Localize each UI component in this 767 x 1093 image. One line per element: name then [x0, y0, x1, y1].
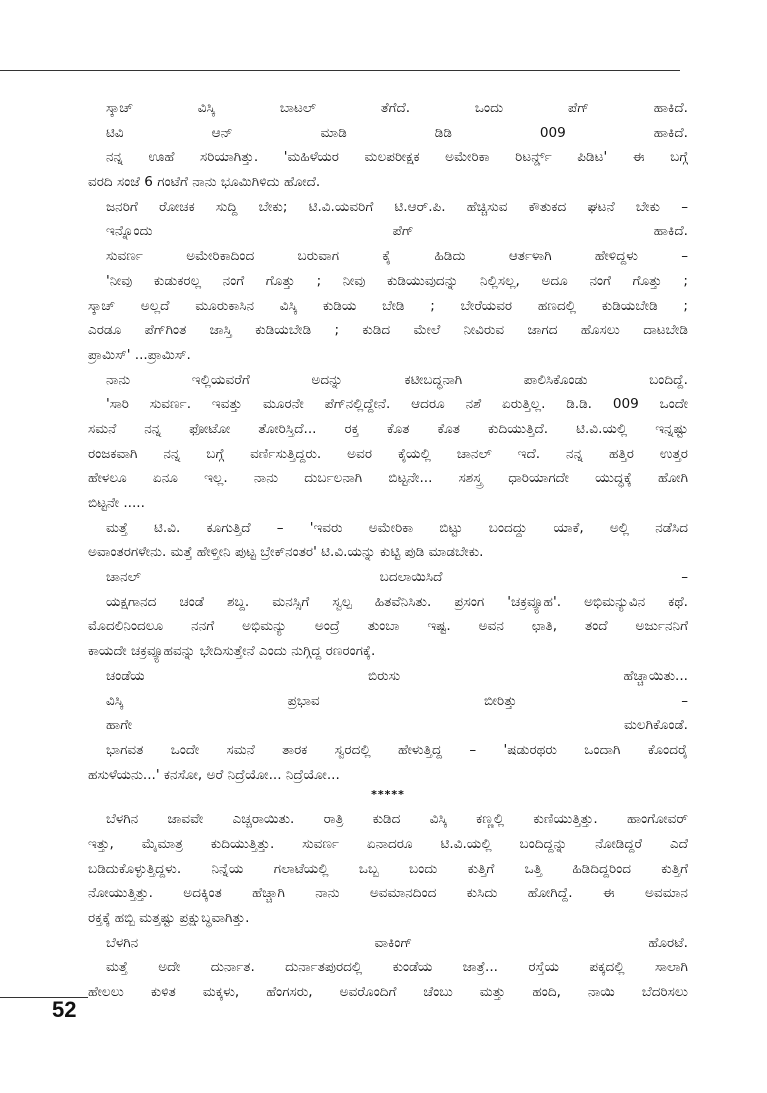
text-line: ಹಸುಳೆಯನು...' ಕನಸೋ, ಅರೆ ನಿದ್ರೆಯೋ... ನಿದ್ರೆಯೋ... — [88, 766, 340, 783]
text-line: ಹೇಳಲೂ ಏನೂ ಇಲ್ಲ. ನಾನು ದುರ್ಬಲನಾಗಿ ಬಿಟ್ಟನೇ... ಸಶಸ್ತ್ರ ಧಾರಿಯಾಗದೇ ಯುದ್ಧಕ್ಕೆ ಹೋಗಿ — [88, 470, 688, 487]
text-line: ರಂಜಕವಾಗಿ ನನ್ನ ಬಗ್ಗೆ ವರ್ಣಿಸುತ್ತಿದ್ದರು. ಅವರ ಕೈಯಲ್ಲಿ ಚಾನಲ್ ಇದೆ. ನನ್ನ ಹತ್ತಿರ ಉತ್ತರ — [88, 445, 688, 462]
text-line: ನನ್ನ ಊಹೆ ಸರಿಯಾಗಿತ್ತು. 'ಮಹಿಳೆಯರ ಮಲಪರೀಕ್ಷಕ ಅಮೇರಿಕಾ ರಿಟರ್ನ್ಡ್ ಪಿಡಿಟ' ಈ ಬಗ್ಗೆ — [106, 149, 688, 166]
top-rule — [0, 70, 680, 71]
text-line: ಭಾಗವತ ಒಂದೇ ಸಮನೆ ತಾರಕ ಸ್ವರದಲ್ಲಿ ಹೇಳುತ್ತಿದ್ದ – 'ಷಡುರಥರು ಒಂದಾಗಿ ಕೊಂದರೈ — [106, 741, 688, 758]
text-line: ಇತ್ತು, ಮೈಮಾತ್ರ ಕುದಿಯುತ್ತಿತ್ತು. ಸುವರ್ಣ ಏನಾದರೂ ಟಿ.ವಿ.ಯಲ್ಲಿ ಬಂದಿದ್ದನ್ನು ನೋಡಿದ್ದರೆ ಎದೆ — [88, 835, 688, 852]
text-line: ಮೊದಲಿನಿಂದಲೂ ನನಗೆ ಅಭಿಮನ್ಯು ಅಂದ್ರೆ ತುಂಬಾ ಇಷ್ಟ. ಅವನ ಛಾತಿ, ತಂದೆ ಅರ್ಜುನನಿಗೆ — [88, 618, 688, 635]
text-line: ರಕ್ತಕ್ಕೆ ಹಬ್ಬಿ ಮತ್ತಷ್ಟು ಪ್ರಕ್ಷುಬ್ಧವಾಗಿತ್ತು. — [88, 910, 250, 926]
text-line: ಯಕ್ಷಗಾನದ ಚಂಡೆ ಶಬ್ದ. ಮನಸ್ಸಿಗೆ ಸ್ವಲ್ಪ ಹಿತವೆನಿಸಿತು. ಪ್ರಸಂಗ 'ಚಕ್ರವ್ಯೂಹ'. ಅಭಿಮನ್ಯುವಿನ ಕಥೆ. — [106, 593, 688, 610]
text-line: ಟಿವಿ ಆನ್ ಮಾಡಿ ಡಿಡಿ 009 ಹಾಕಿದೆ. — [106, 124, 688, 141]
text-line: ಮತ್ತೆ ಟಿ.ವಿ. ಕೂಗುತ್ತಿದೆ – 'ಇವರು ಅಮೇರಿಕಾ ಬಿಟ್ಟು ಬಂದದ್ದು ಯಾಕೆ, ಅಲ್ಲಿ ನಡೆಸಿದ — [106, 519, 688, 536]
text-line: ಹಾಗೇ ಮಲಗಿಕೊಂಡೆ. — [106, 717, 688, 734]
text-line: ಸ್ಕಾಚ್ ವಿಸ್ಕಿ ಬಾಟಲ್ ತೆಗೆದೆ. ಒಂದು ಪೆಗ್ ಹಾಕಿದೆ. — [106, 100, 688, 116]
text-line: ನಾನು ಇಲ್ಲಿಯವರೆಗೆ ಅದನ್ನು ಕಟೀಬದ್ಧನಾಗಿ ಪಾಲಿಸಿಕೊಂಡು ಬಂದಿದ್ದೆ. — [106, 371, 688, 388]
section-separator: ***** — [371, 788, 405, 802]
text-line: ಎರಡೂ ಪೆಗ್‌ಗಿಂತ ಜಾಸ್ತಿ ಕುಡಿಯಬೇಡಿ ; ಕುಡಿದ ಮೇಲೆ ನೀವಿರುವ ಜಾಗದ ಹೊಸಲು ದಾಟಬೇಡಿ — [88, 322, 688, 339]
text-line: 'ಸಾರಿ ಸುವರ್ಣ. ಇವತ್ತು ಮೂರನೇ ಪೆಗ್‌ನಲ್ಲಿದ್ದೇನೆ. ಆದರೂ ನಶೆ ಏರುತ್ತಿಲ್ಲ. ಡಿ.ಡಿ. 009 ಒಂದೇ — [106, 396, 688, 413]
text-line: ಚಂಡೆಯ ಬಿರುಸು ಹೆಚ್ಚಾಯಿತು... — [106, 667, 688, 684]
text-line: ಇನ್ನೊಂದು ಪೆಗ್ ಹಾಕಿದೆ. — [106, 223, 688, 240]
text-line: ಚಾನಲ್ ಬದಲಾಯಿಸಿದೆ – — [106, 569, 688, 586]
text-line: ಬೆಳಗಿನ ಜಾವವೇ ಎಚ್ಚರಾಯಿತು. ರಾತ್ರಿ ಕುಡಿದ ವಿಸ್ಕಿ ಕಣ್ಣಲ್ಲಿ ಕುಣಿಯುತ್ತಿತ್ತು. ಹಾಂಗೋವರ್ — [106, 811, 688, 828]
text-line: ಬೆಳಗಿನ ವಾಕಿಂಗ್ ಹೊರಟೆ. — [106, 934, 688, 951]
text-line: ನೋಯುತ್ತಿತ್ತು. ಅದಕ್ಕಿಂತ ಹೆಚ್ಚಾಗಿ ನಾನು ಅವಮಾನದಿಂದ ಕುಸಿದು ಹೋಗಿದ್ದೆ. ಈ ಅವಮಾನ — [88, 885, 688, 902]
page-number: 52 — [52, 997, 77, 1022]
text-line: ವಿಸ್ಕಿ ಪ್ರಭಾವ ಬೀರಿತ್ತು – — [106, 692, 688, 709]
text-line: ಅವಾಂತರಗಳೇನು. ಮತ್ತೆ ಹೇಳ್ತೀನಿ ಪುಟ್ಟ ಬ್ರೇಕ್‌ನಂತರ' ಟಿ.ವಿ.ಯನ್ನು ಕುಟ್ಟಿ ಪುಡಿ ಮಾಡಬೇಕು. — [88, 544, 484, 561]
body-text — [88, 96, 688, 1005]
text-line: ಹೇಲಲು ಕುಳಿತ ಮಕ್ಕಳು, ಹೆಂಗಸರು, ಅವರೊಂದಿಗೆ ಚೆಂಬು ಮತ್ತು ಹಂದಿ, ನಾಯಿ ಬೆದರಿಸಲು — [88, 984, 688, 1001]
text-line: ವರದಿ ಸಂಜೆ 6 ಗಂಟೆಗೆ ನಾನು ಭೂಮಿಗಿಳಿದು ಹೋದೆ. — [88, 174, 321, 191]
text-line: ಸಮನೆ ನನ್ನ ಫೋಟೋ ತೋರಿಸ್ತಿದೆ... ರಕ್ತ ಕೊತ ಕೊತ ಕುದಿಯುತ್ತಿದೆ. ಟಿ.ವಿ.ಯಲ್ಲಿ ಇನ್ನಷ್ಟು — [88, 420, 688, 437]
text-line: ಮತ್ತೆ ಅದೇ ದುರ್ನಾತ. ದುರ್ನಾತಪುರದಲ್ಲಿ ಕುಂಡೆಯ ಜಾತ್ರೆ... ರಸ್ತೆಯ ಪಕ್ಕದಲ್ಲಿ ಸಾಲಾಗಿ — [106, 959, 688, 976]
text-line: ಬಡಿದುಕೊಳ್ಳುತ್ತಿದ್ದಳು. ನಿನ್ನೆಯ ಗಲಾಟೆಯಲ್ಲಿ ಒಬ್ಬ ಬಂದು ಕುತ್ತಿಗೆ ಒತ್ತಿ ಹಿಡಿದಿದ್ದರಿಂದ ಕುತ್ತಿಗೆ — [88, 860, 688, 877]
text-line: ಬಿಟ್ಟನೇ ..... — [88, 495, 145, 511]
text-line: ಜನರಿಗೆ ರೋಚಕ ಸುದ್ದಿ ಬೇಕು; ಟಿ.ವಿ.ಯವರಿಗೆ ಟಿ.ಆರ್.ಪಿ. ಹೆಚ್ಚಿಸುವ ಕೌತುಕದ ಘಟನೆ ಬೇಕು – — [106, 198, 688, 215]
text-line: ಸ್ಕಾಚ್ ಅಲ್ಲದೆ ಮೂರುಕಾಸಿನ ವಿಸ್ಕಿ ಕುಡಿಯ ಬೇಡಿ ; ಬೇರೆಯವರ ಹಣದಲ್ಲಿ ಕುಡಿಯಬೇಡಿ ; — [88, 297, 688, 314]
text-line: ಸುವರ್ಣ ಅಮೇರಿಕಾದಿಂದ ಬರುವಾಗ ಕೈ ಹಿಡಿದು ಆರ್ತಳಾಗಿ ಹೇಳಿದ್ದಳು – — [106, 248, 688, 265]
text-line: ಕಾಯದೇ ಚಕ್ರವ್ಯೂಹವನ್ನು ಭೇದಿಸುತ್ತೇನೆ ಎಂದು ನುಗ್ಗಿದ್ದ ರಣರಂಗಕ್ಕೆ. — [88, 643, 376, 660]
text-line: ಪ್ರಾಮಿಸ್' ...ಪ್ರಾಮಿಸ್. — [88, 346, 191, 363]
text-line: 'ನೀವು ಕುಡುಕರಲ್ಲ ನಂಗೆ ಗೊತ್ತು ; ನೀವು ಕುಡಿಯುವುದನ್ನು ನಿಲ್ಲಿಸಲ್ಲ, ಅದೂ ನಂಗೆ ಗೊತ್ತು ; — [106, 272, 688, 289]
